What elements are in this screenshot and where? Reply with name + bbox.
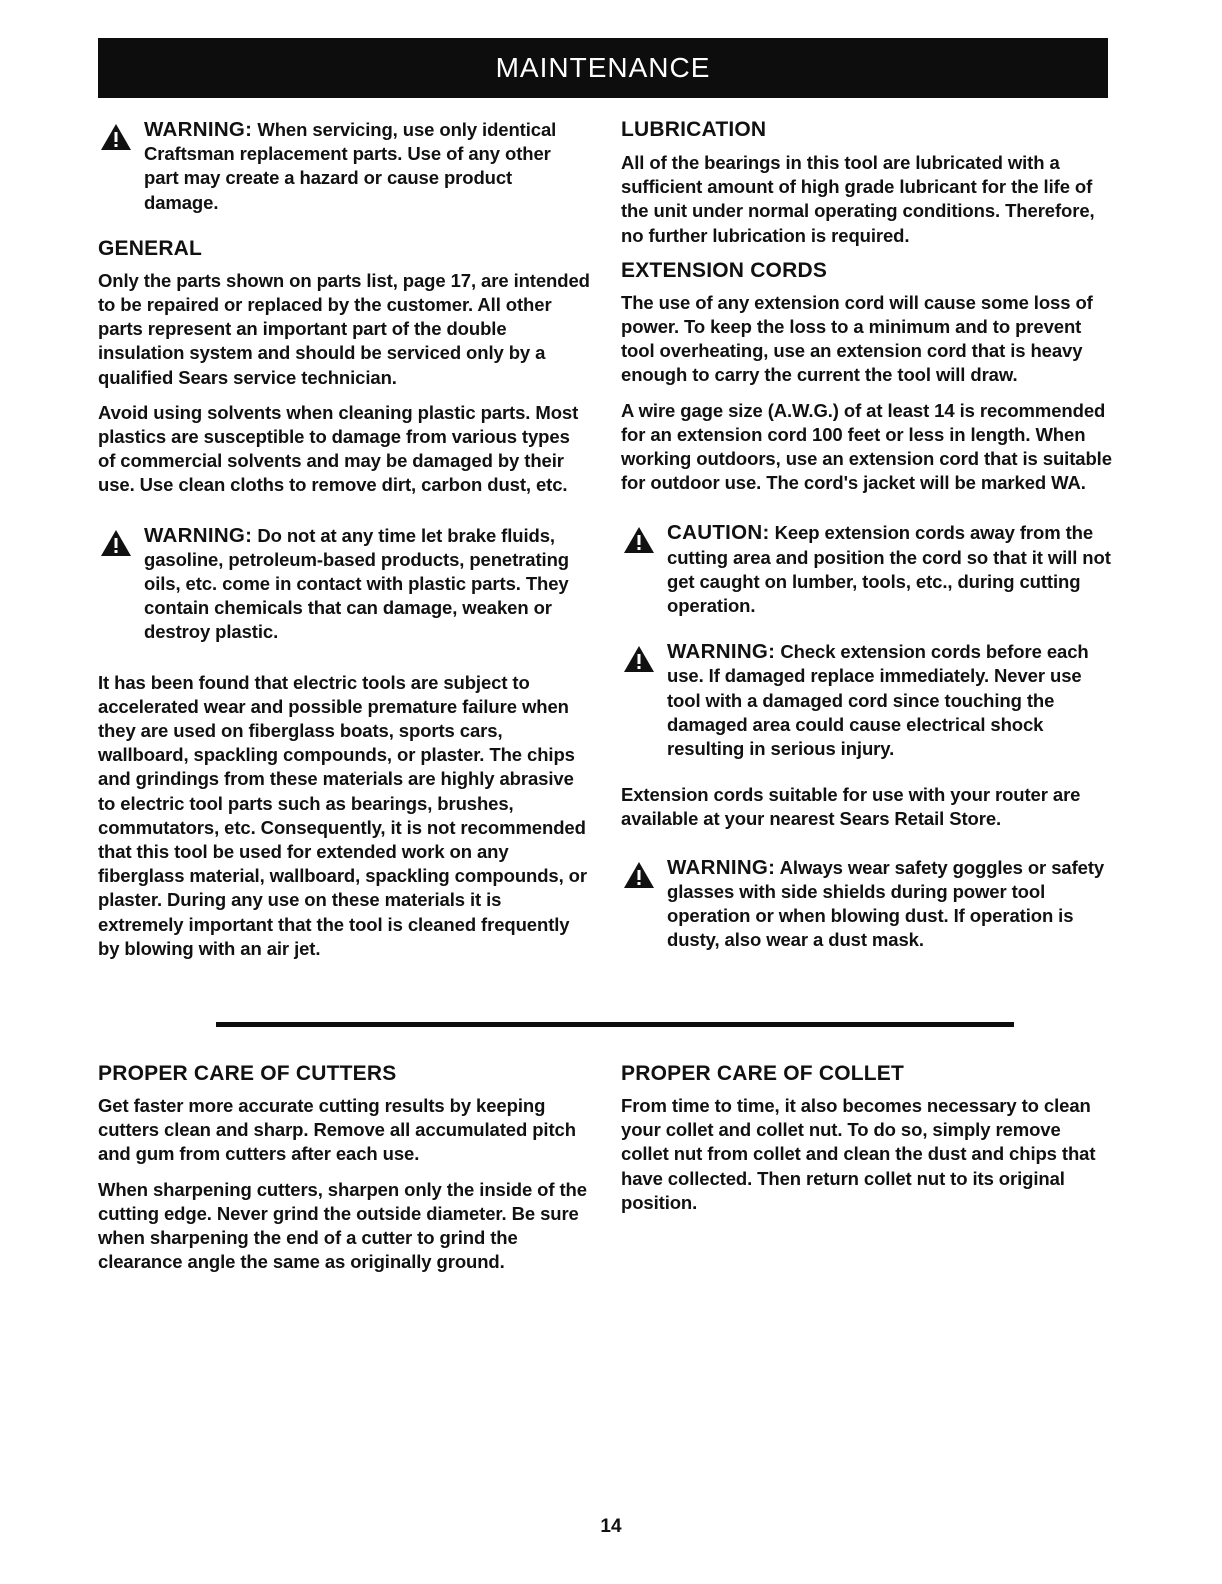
warning-text: Check extension cords before each use. If damaged replace immediately. Never use tool with a damaged cord since touching the damaged area could cause electrical shock resulting in serious injury.	[667, 641, 1089, 760]
fiberglass-paragraph: It has been found that electric tools are subject to accelerated wear and possible premature failure when they are used on fiberglass boats, sports cars, wallboard, spackling compounds, or plaster. The chips and grindings from these materials are highly abrasive to electric tool parts such as bearings, brushes, commutators, etc. Consequently, it is not recommended that this tool be used for extended work on any fiberglass material, wallboard, spackling compounds, or plaster. During any use on these materials it is extremely important that the tool is cleaned frequently by blowing with an air jet.	[98, 671, 587, 959]
cutters-paragraph-2: When sharpening cutters, sharpen only the inside of the cutting edge. Never grind the outside diameter. Be sure when sharpening the end of a cutter to grind the clearance angle the same as originally ground.	[98, 1178, 587, 1273]
extension-cords-heading: EXTENSION CORDS	[621, 258, 828, 282]
warning-triangle-icon	[623, 861, 655, 889]
right-column	[621, 118, 1113, 974]
page-number: 14	[600, 1516, 622, 1537]
section-divider	[216, 1022, 1014, 1027]
warning-text: Always wear safety goggles or safety glasses with side shields during power tool operation or when blowing dust. If operation is dusty, also wear a dust mask.	[667, 856, 1105, 951]
warning-label: WARNING:	[144, 523, 253, 547]
extension-paragraph-1: The use of any extension cord will cause some loss of power. To keep the loss to a minimum and to prevent tool overheating, use an extension cord that is heavy enough to carry the current the tool will draw.	[621, 291, 1093, 386]
warning-triangle-icon	[623, 526, 655, 554]
caution-label: CAUTION:	[667, 521, 770, 545]
lubrication-heading: LUBRICATION	[621, 118, 767, 141]
warning-check-cords	[621, 640, 1113, 761]
left-column	[98, 118, 590, 972]
warning-label: WARNING:	[667, 855, 776, 879]
warning-triangle-icon	[100, 529, 132, 557]
general-paragraph-2: Avoid using solvents when cleaning plastic parts. Most plastics are susceptible to damage from various types of commercial solvents and may be damaged by their use. Use clean cloths to remove dirt, carbon dust, etc.	[98, 401, 579, 496]
warning-label: WARNING:	[667, 640, 776, 664]
warning-plastic-parts	[98, 524, 590, 645]
general-heading: GENERAL	[98, 236, 203, 260]
cutters-heading: PROPER CARE OF CUTTERS	[98, 1062, 397, 1085]
warning-triangle-icon	[100, 123, 132, 151]
warning-text: When servicing, use only identical Craftsman replacement parts. Use of any other part may create a hazard or cause product damage.	[144, 119, 557, 213]
warning-replacement-parts	[98, 118, 590, 215]
warning-label: WARNING:	[144, 118, 253, 141]
caution-text: Keep extension cords away from the cutting area and position the cord so that it will not get caught on lumber, tools, etc., during cutting operation.	[667, 522, 1111, 617]
extension-paragraph-2: A wire gage size (A.W.G.) of at least 14 is recommended for an extension cord 100 feet or less in length. When working outdoors, use an extension cord that is suitable for outdoor use. The cord's jacket will be marked WA.	[621, 399, 1112, 494]
collet-section	[621, 1062, 1113, 1226]
collet-heading: PROPER CARE OF COLLET	[621, 1062, 905, 1085]
section-title: MAINTENANCE	[495, 52, 711, 83]
general-paragraph-1: Only the parts shown on parts list, page 17, are intended to be repaired or replaced by the customer. All other parts represent an important part of the double insulation system and should be serviced only by a qualified Sears service technician.	[98, 269, 590, 388]
cutters-section	[98, 1062, 590, 1285]
warning-safety-goggles	[621, 856, 1113, 953]
caution-cord-placement	[621, 521, 1113, 618]
warning-triangle-icon	[623, 645, 655, 673]
sears-store-paragraph: Extension cords suitable for use with your router are available at your nearest Sears Retail Store.	[621, 784, 1081, 830]
cutters-paragraph-1: Get faster more accurate cutting results by keeping cutters clean and sharp. Remove all accumulated pitch and gum from cutters after each use.	[98, 1095, 576, 1165]
collet-paragraph: From time to time, it also becomes necessary to clean your collet and collet nut. To do so, simply remove collet nut from collet and clean the dust and chips that have collected. Then return collet nut to its original position.	[621, 1095, 1096, 1213]
section-title-banner	[98, 38, 1108, 98]
lubrication-paragraph: All of the bearings in this tool are lubricated with a sufficient amount of high grade lubricant for the life of the unit under normal operating conditions. Therefore, no further lubrication is required.	[621, 152, 1095, 246]
warning-text: Do not at any time let brake fluids, gasoline, petroleum-based products, penetrating oils, etc. come in contact with plastic parts. They contain chemicals that can damage, weaken or destroy plastic.	[144, 524, 569, 643]
